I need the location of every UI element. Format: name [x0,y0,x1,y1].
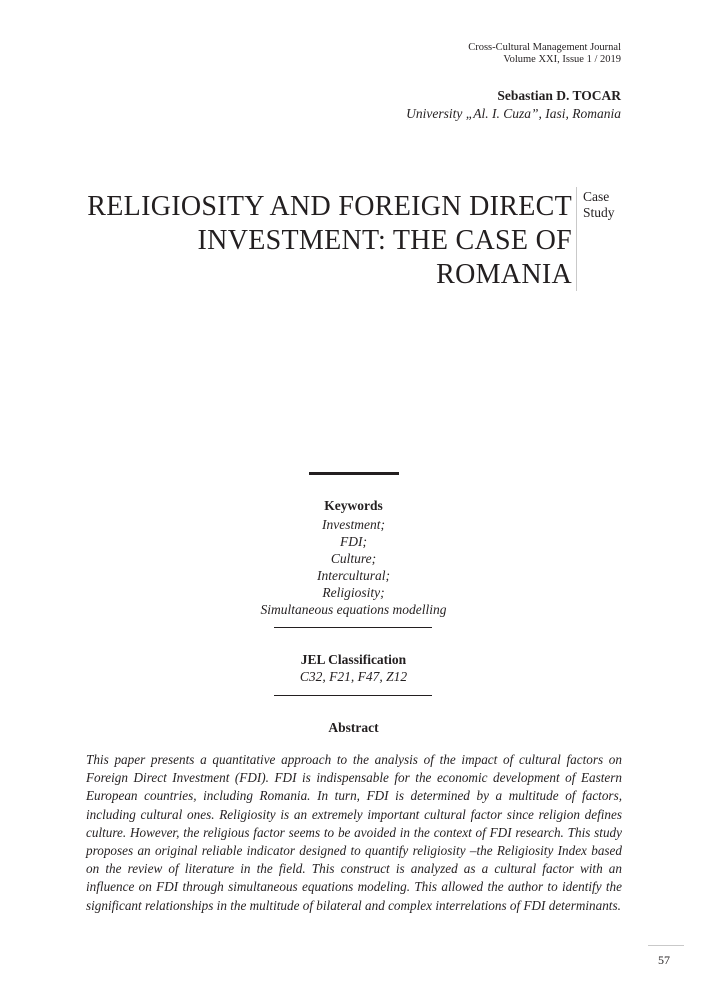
title-divider [576,187,577,291]
author-block [406,87,621,123]
keywords-list [0,516,707,618]
section-divider-thick [309,472,399,475]
jel-divider [274,695,432,696]
abstract-heading: Abstract [328,720,379,735]
abstract-text: This paper presents a quantitative approach to the analysis of the impact of cultural factors on Foreign Direct Investment (FDI). FDI is indispensable for the economic development of Eastern European countries, including Romania. In turn, FDI is determined by a multitude of factors, including cultural ones. Religiosity is an extremely important cultural factor since religion defines culture. However, the religious factor seems to be avoided in the context of FDI research. This study proposes an original reliable indicator designed to quantify religiosity –the Religiosity Index based on the review of literature in the field. This construct is analyzed as a cultural factor with an influence on FDI through simultaneous equations modeling. This allowed the author to identify the significant relationships in the multitude of bilateral and complex interrelations of FDI determinants. [86,752,622,913]
keywords-heading: Keywords [324,498,383,513]
keyword-item: Intercultural; [317,568,390,583]
author-name: Sebastian D. TOCAR [497,88,621,103]
keyword-item: Investment; [322,517,385,532]
title-line-3: ROMANIA [436,259,572,290]
journal-name: Cross-Cultural Management Journal [468,42,621,53]
journal-header [468,42,621,66]
title-line-2: INVESTMENT: THE CASE OF [197,225,572,256]
article-type [583,189,615,221]
keyword-item: Culture; [330,551,377,566]
jel-codes: C32, F21, F47, Z12 [299,669,408,684]
article-type-line-2: Study [583,205,615,220]
keywords-divider [274,627,432,628]
jel-heading: JEL Classification [300,652,407,667]
author-affiliation: University „Al. I. Cuza”, Iasi, Romania [406,106,621,121]
page-number-rule [648,945,684,946]
keyword-item: FDI; [340,534,367,549]
title-block [60,190,580,292]
keyword-item: Simultaneous equations modelling [260,602,447,617]
keyword-item: Religiosity; [322,585,385,600]
paper-title [60,190,580,292]
page-number: 57 [658,953,670,967]
journal-issue: Volume XXI, Issue 1 / 2019 [503,54,621,65]
title-line-1: RELIGIOSITY AND FOREIGN DIRECT [87,191,572,222]
article-type-line-1: Case [583,189,610,204]
